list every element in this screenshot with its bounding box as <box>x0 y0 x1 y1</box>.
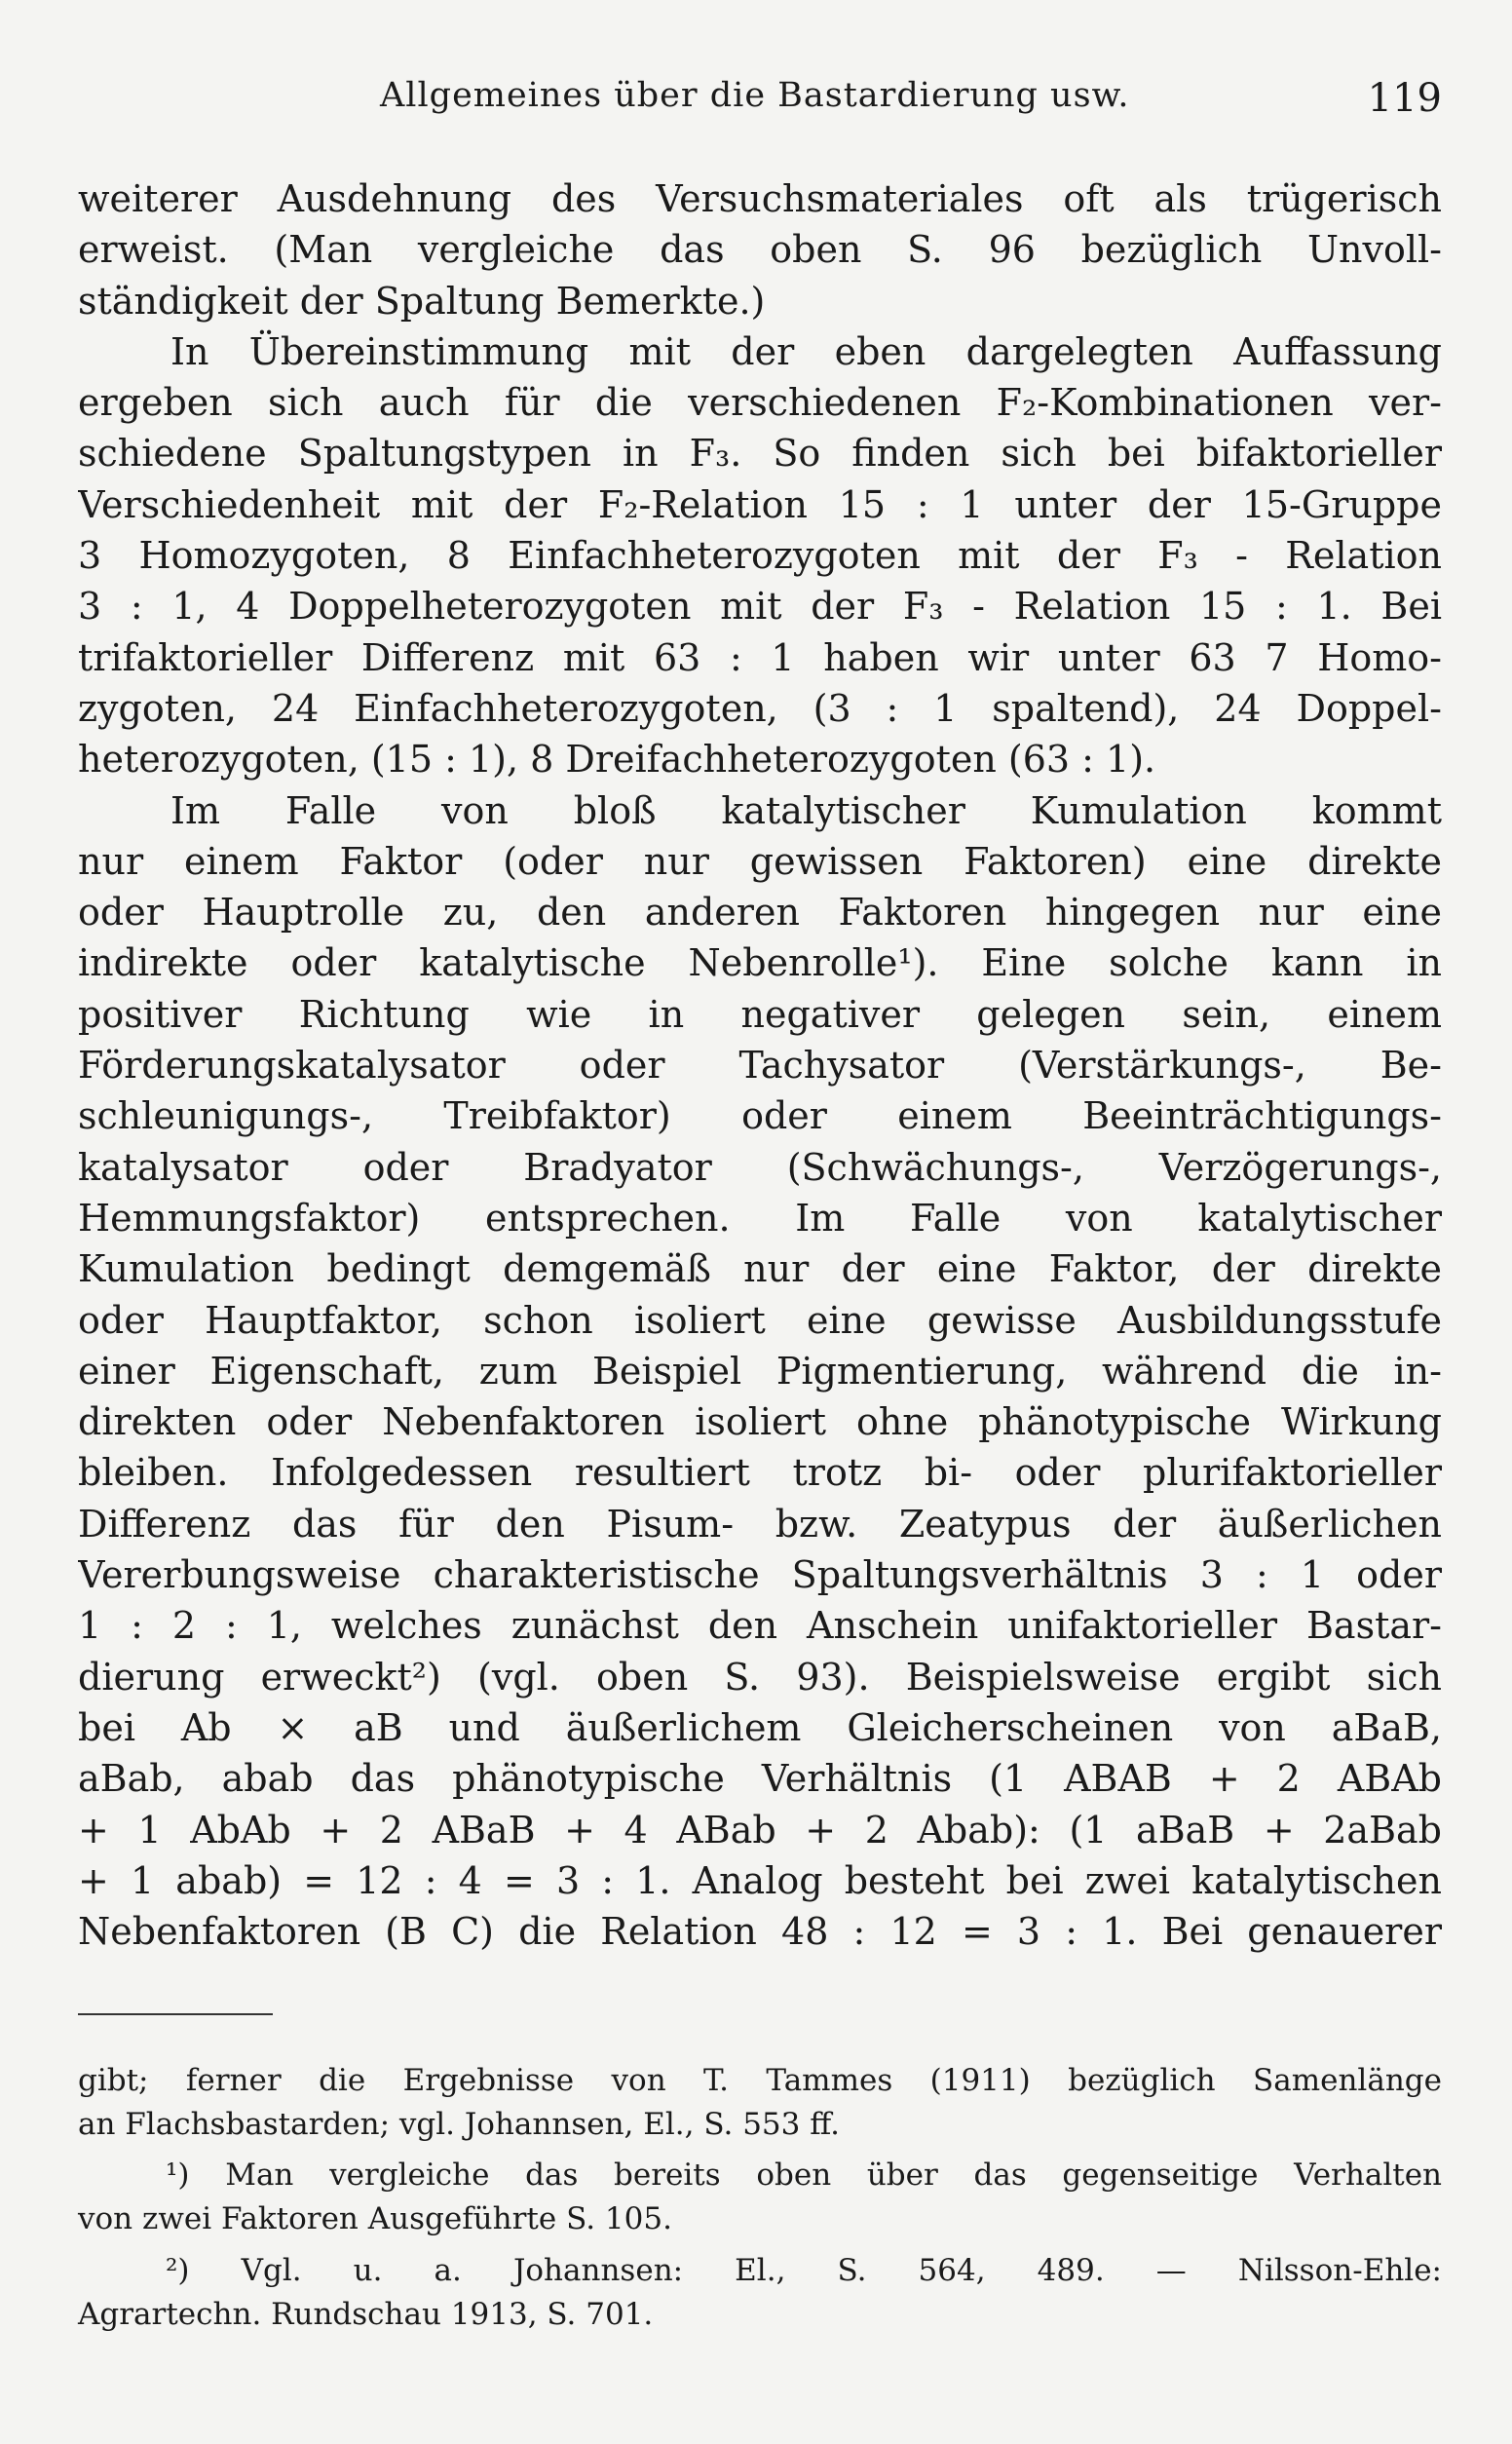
page-number: 119 <box>1367 76 1442 121</box>
main-text <box>78 173 1442 1957</box>
text-line: bleiben. Infolgedessen resultiert trotz bi- oder plurifaktorieller <box>78 1451 1442 1495</box>
text-line: schleunigungs-, Treibfaktor) oder einem Beeinträchtigungs- <box>78 1094 1442 1138</box>
text-line: oder Hauptrolle zu, den anderen Faktoren hingegen nur eine <box>78 891 1442 935</box>
footnote-line: ²) Vgl. u. a. Johannsen: El., S. 564, 489. — Nilsson-Ehle: <box>166 2252 1442 2288</box>
text-line: ständigkeit der Spaltung Bemerkte.) <box>78 279 766 323</box>
text-line: In Übereinstimmung mit der eben dargelegten Auffassung <box>170 329 1442 373</box>
footnote-line: von zwei Faktoren Ausgeführte S. 105. <box>78 2201 672 2237</box>
footnote-line: Agrartechn. Rundschau 1913, S. 701. <box>78 2296 654 2332</box>
text-line: dierung erweckt²) (vgl. oben S. 93). Beispielsweise ergibt sich <box>78 1655 1442 1699</box>
text-line: Im Falle von bloß katalytischer Kumulation kommt <box>170 788 1442 832</box>
text-line: weiterer Ausdehnung des Versuchsmateriales oft als trügerisch <box>78 177 1442 220</box>
text-line: katalysator oder Bradyator (Schwächungs-, Verzögerungs-, <box>78 1145 1442 1189</box>
footnote-line: gibt; ferner die Ergebnisse von T. Tammes (1911) bezüglich Samenlänge <box>78 2063 1442 2098</box>
text-line: zygoten, 24 Einfachheterozygoten, (3 : 1 spaltend), 24 Doppel- <box>78 686 1442 730</box>
footnote-line: ¹) Man vergleiche das bereits oben über das gegenseitige Verhalten <box>166 2158 1442 2194</box>
text-line: Verschiedenheit mit der F₂-Relation 15 : 1 unter der 15-Gruppe <box>78 482 1442 526</box>
text-line: Förderungskatalysator oder Tachysator (Verstärkungs-, Be- <box>78 1044 1442 1088</box>
text-line: oder Hauptfaktor, schon isoliert eine gewisse Ausbildungsstufe <box>78 1298 1442 1342</box>
text-line: Hemmungsfaktor) entsprechen. Im Falle von katalytischer <box>78 1196 1442 1240</box>
text-line: + 1 AbAb + 2 ABaB + 4 ABab + 2 Abab): (1 aBaB + 2aBab <box>78 1808 1442 1852</box>
text-line: positiver Richtung wie in negativer gelegen sein, einem <box>78 992 1442 1036</box>
text-line: nur einem Faktor (oder nur gewissen Faktoren) eine direkte <box>78 839 1442 883</box>
footnote-divider <box>78 2013 273 2015</box>
text-line: 3 : 1, 4 Doppelheterozygoten mit der F₃ - Relation 15 : 1. Bei <box>78 585 1442 629</box>
text-line: bei Ab × aB und äußerlichem Gleicherscheinen von aBaB, <box>78 1705 1442 1749</box>
text-line: Nebenfaktoren (B C) die Relation 48 : 12 = 3 : 1. Bei genauerer <box>78 1910 1442 1954</box>
running-title: Allgemeines über die Bastardierung usw. <box>380 76 1130 115</box>
text-line: 3 Homozygoten, 8 Einfachheterozygoten mit der F₃ - Relation <box>78 534 1442 578</box>
text-line: indirekte oder katalytische Nebenrolle¹). Eine solche kann in <box>78 941 1442 985</box>
text-line: einer Eigenschaft, zum Beispiel Pigmentierung, während die in- <box>78 1349 1442 1393</box>
text-line: Kumulation bedingt demgemäß nur der eine Faktor, der direkte <box>78 1247 1442 1291</box>
footnotes <box>78 2059 1442 2344</box>
text-line: aBab, abab das phänotypische Verhältnis (1 ABAB + 2 ABAb <box>78 1757 1442 1801</box>
footnote-line: an Flachsbastarden; vgl. Johannsen, El., S. 553 ff. <box>78 2107 841 2142</box>
text-line: ergeben sich auch für die verschiedenen F₂-Kombinationen ver- <box>78 381 1442 425</box>
text-line: Vererbungsweise charakteristische Spaltungsverhältnis 3 : 1 oder <box>78 1553 1442 1597</box>
text-line: heterozygoten, (15 : 1), 8 Dreifachheterozygoten (63 : 1). <box>78 738 1156 782</box>
running-head <box>78 76 1442 125</box>
text-line: direkten oder Nebenfaktoren isoliert ohne phänotypische Wirkung <box>78 1400 1442 1444</box>
text-line: 1 : 2 : 1, welches zunächst den Anschein unifaktorieller Bastar- <box>78 1604 1442 1648</box>
text-line: schiedene Spaltungstypen in F₃. So finden sich bei bifaktorieller <box>78 432 1442 476</box>
text-line: Differenz das für den Pisum- bzw. Zeatypus der äußerlichen <box>78 1502 1442 1546</box>
text-line: trifaktorieller Differenz mit 63 : 1 haben wir unter 63 7 Homo- <box>78 635 1442 679</box>
text-line: + 1 abab) = 12 : 4 = 3 : 1. Analog besteht bei zwei katalytischen <box>78 1858 1442 1902</box>
text-line: erweist. (Man vergleiche das oben S. 96 bezüglich Unvoll- <box>78 228 1442 272</box>
